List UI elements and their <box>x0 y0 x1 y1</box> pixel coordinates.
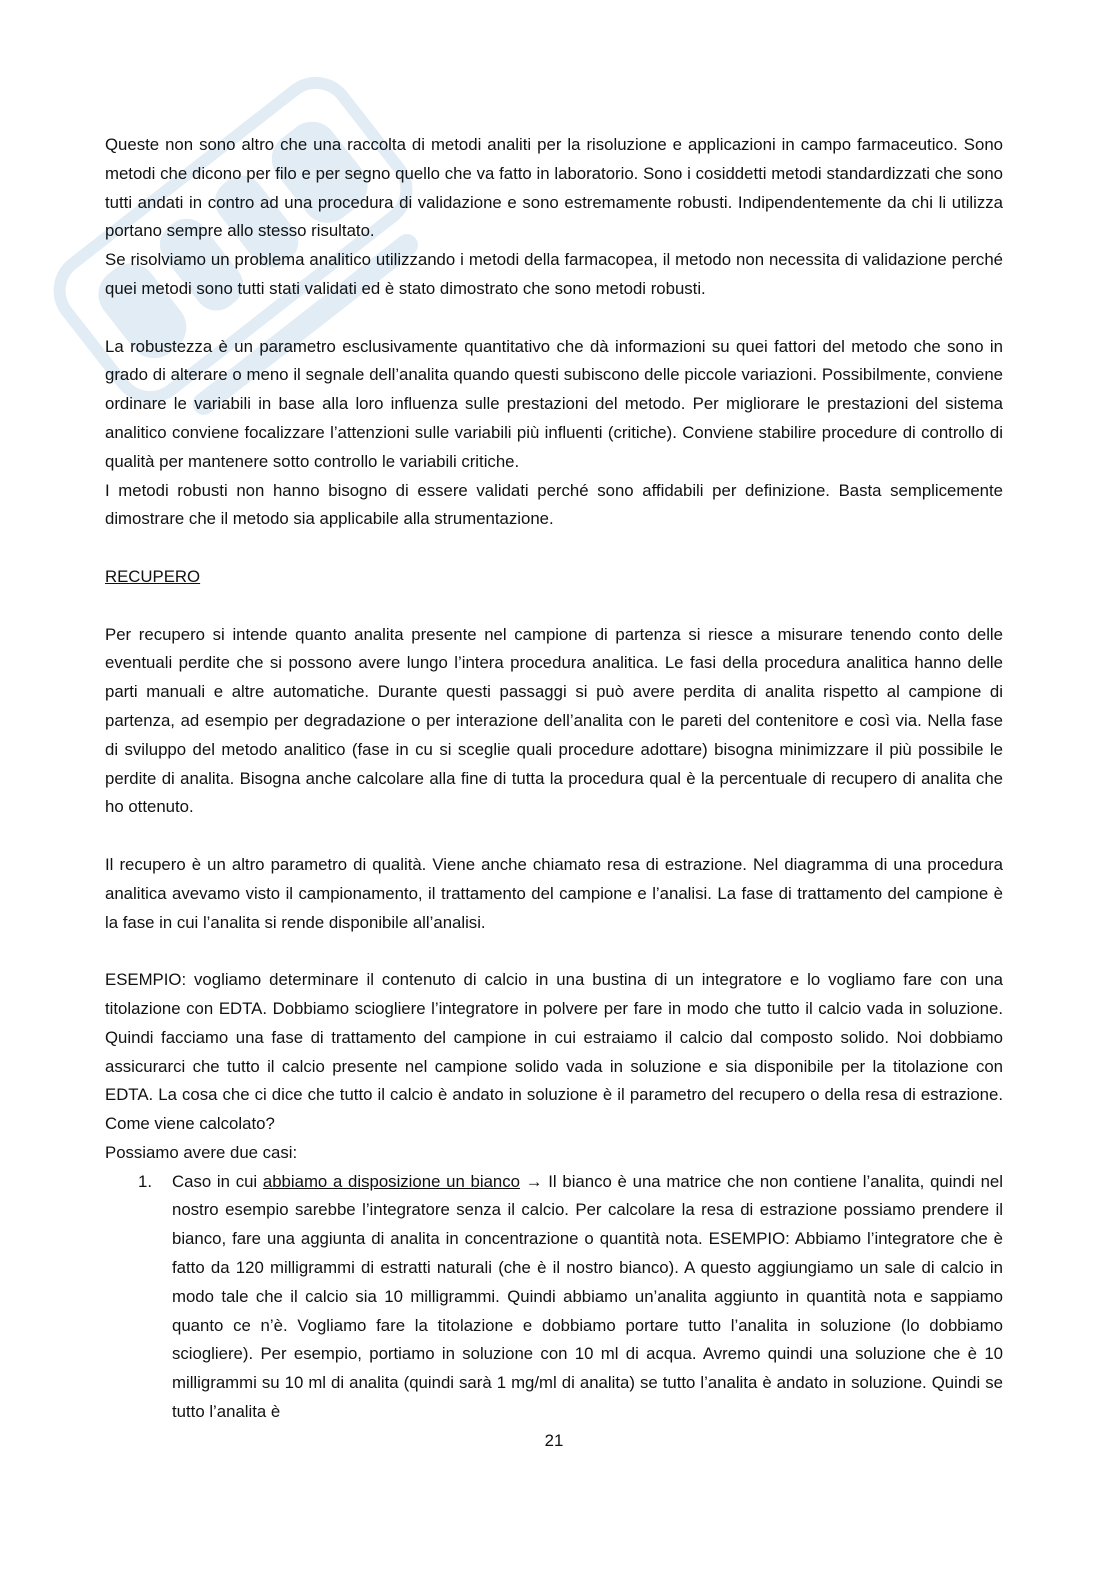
document-body <box>105 131 1003 1456</box>
list-body: Il bianco è una matrice che non contiene l’analita, quindi nel nostro esempio sarebbe l’integratore senza il calcio. Per calcolare la resa di estrazione possiamo prendere il bianco, fare una aggiunta di analita in concentrazione o quantità nota. ESEMPIO: Abbiamo l’integratore che è fatto da 120 milligrammi di estratti naturali (che è il nostro bianco). A questo aggiungiamo un sale di calcio in modo tale che il calcio sia 10 milligrammi. Quindi abbiamo un’analita aggiunto in quantità nota e sappiamo quanto ce n’è. Vogliamo fare la titolazione e dobbiamo portare tutto l’analita in soluzione (lo dobbiamo sciogliere). Per esempio, portiamo in soluzione con 10 ml di acqua. Avremo quindi una soluzione che è 10 milligrammi su 10 ml di analita (quindi sarà 1 mg/ml di analita) se tutto l’analita è andato in soluzione. Quindi se tutto l’analita è <box>172 1171 1003 1422</box>
section-heading: RECUPERO <box>105 566 201 586</box>
intro-section <box>105 131 1003 304</box>
paragraph: ESEMPIO: vogliamo determinare il contenuto di calcio in una bustina di un integratore e lo vogliamo fare con una titolazione con EDTA. Dobbiamo sciogliere l’integratore in polvere per fare in modo che tutto il calcio vada in soluzione. Quindi facciamo una fase di trattamento del campione in cui estraiamo il calcio dal composto solido. Noi dobbiamo assicurarci che tutto il calcio presente nel campione solido vada in soluzione e sia disponibile per la titolazione con EDTA. La cosa che ci dice che tutto il calcio è andato in soluzione è il parametro del recupero o della resa di estrazione. Come viene calcolato? <box>105 970 1003 1134</box>
list-lead: Caso in cui <box>172 1171 258 1191</box>
paragraph: Per recupero si intende quanto analita presente nel campione di partenza si riesce a misurare tenendo conto delle eventuali perdite che si possono avere lungo l’intera procedura analitica. Le fasi della procedura analitica hanno delle parti manuali e altre automatiche. Durante questi passaggi si può avere perdita di analita rispetto al campione di partenza, ad esempio per degradazione o per interazione dell’analita con le pareti del contenitore e così via. Nella fase di sviluppo del metodo analitico (fase in cu si sceglie quali procedure adottare) bisogna minimizzare il più possibile le perdite di analita. Bisogna anche calcolare alla fine di tutta la procedura qual è la percentuale di recupero di analita che ho ottenuto. <box>105 624 1003 817</box>
robustezza-section <box>105 333 1003 535</box>
paragraph: Il recupero è un altro parametro di qualità. Viene anche chiamato resa di estrazione. Nel diagramma di una procedura analitica avevamo visto il campionamento, il trattamento del campione e l’analisi. La fase di trattamento del campione è la fase in cui l’analita si rende disponibile all’analisi. <box>105 854 1003 932</box>
paragraph: La robustezza è un parametro esclusivamente quantitativo che dà informazioni su quei fattori del metodo che sono in grado di alterare o meno il segnale dell’analita quando questi subiscono delle piccole variazioni. Possibilmente, conviene ordinare le variabili in base alla loro influenza sulle prestazioni del metodo. Per migliorare le prestazioni del sistema analitico conviene focalizzare l’attenzioni sulle variabili più influenti (critiche). Conviene stabilire procedure di controllo di qualità per mantenere sotto controllo le variabili critiche. <box>105 336 1003 471</box>
recupero-definition <box>105 621 1003 823</box>
arrow-icon: → <box>525 1171 543 1191</box>
paragraph: I metodi robusti non hanno bisogno di essere validati perché sono affidabili per definizione. Basta semplicemente dimostrare che il metodo sia applicabile alla strumentazione. <box>105 480 1003 529</box>
esempio-section <box>105 966 1003 1427</box>
list-item-text <box>172 1168 1003 1427</box>
list-item <box>105 1168 1003 1427</box>
paragraph: Queste non sono altro che una raccolta di metodi analiti per la risoluzione e applicazioni in campo farmaceutico. Sono metodi che dicono per filo e per segno quello che va fatto in laboratorio. Sono i cosiddetti metodi standardizzati che sono tutti andati in contro ad una procedura di validazione e sono estremamente robusti. Indipendentemente da chi li utilizza portano sempre allo stesso risultato. <box>105 135 1003 241</box>
underlined-phrase: abbiamo a disposizione un bianco <box>262 1171 520 1191</box>
page-number: 21 <box>544 1430 564 1450</box>
paragraph: Possiamo avere due casi: <box>105 1142 298 1162</box>
recupero-quality <box>105 851 1003 937</box>
paragraph: Se risolviamo un problema analitico utilizzando i metodi della farmacopea, il metodo non necessita di validazione perché quei metodi sono tutti stati validati ed è stato dimostrato che sono metodi robusti. <box>105 250 1003 298</box>
list-number: 1. <box>138 1171 152 1191</box>
section-heading-wrapper <box>105 563 1003 592</box>
